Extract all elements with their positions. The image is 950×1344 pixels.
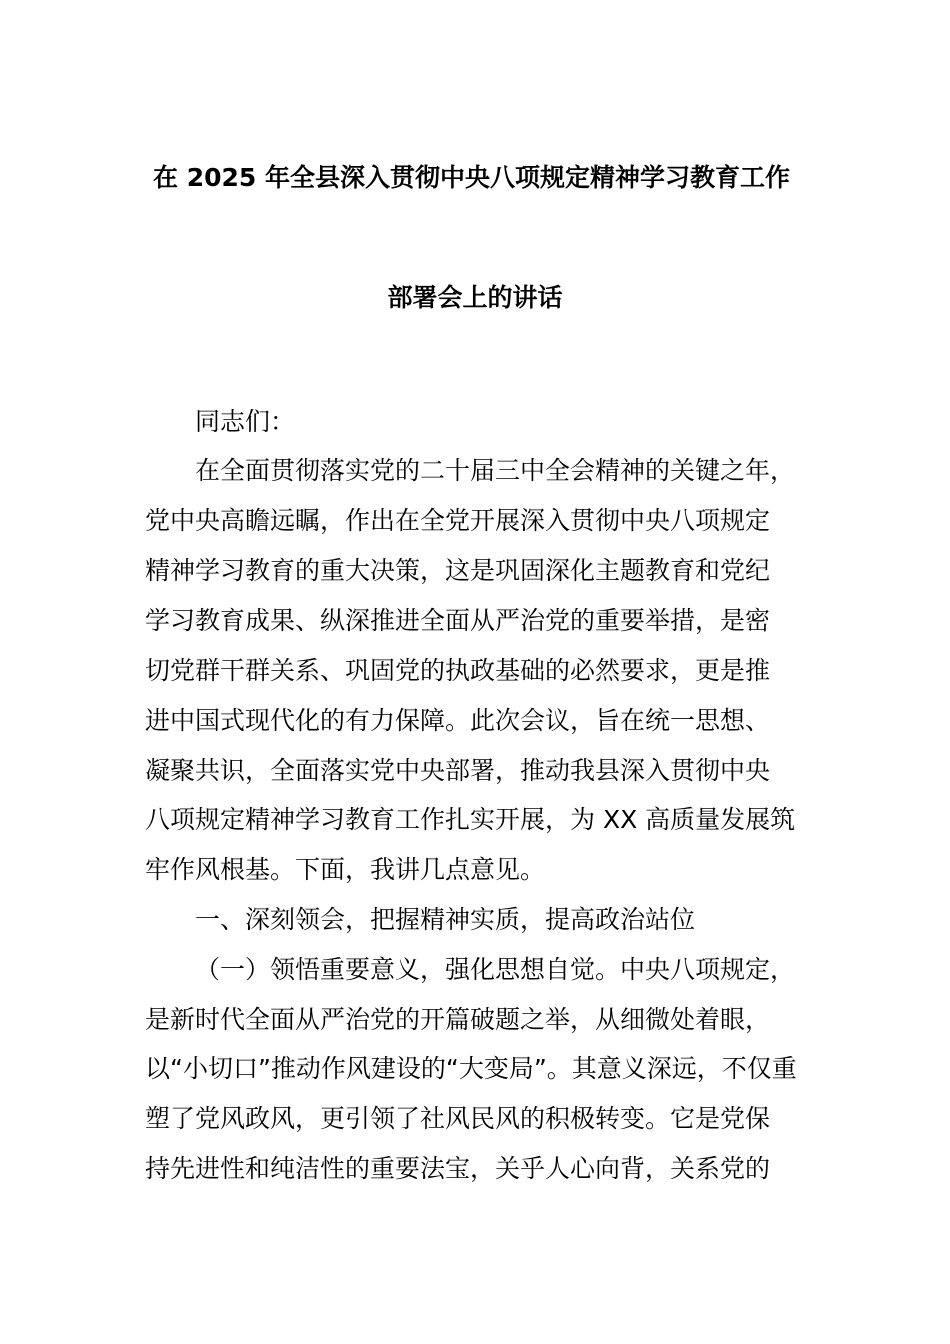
body-line: 牢作风根基。下面，我讲几点意见。 bbox=[145, 855, 546, 884]
body-line: 以“小切口”推动作风建设的“大变局”。其意义深远，不仅重 bbox=[145, 1054, 797, 1083]
document-title-line-2: 部署会上的讲话 bbox=[387, 283, 563, 312]
body-line: 精神学习教育的重大决策，这是巩固深化主题教育和党纪 bbox=[145, 556, 771, 585]
body-line: 是新时代全面从严治党的开篇破题之举，从细微处着眼， bbox=[145, 1005, 771, 1034]
body-line: 党中央高瞻远瞩，作出在全党开展深入贯彻中央八项规定 bbox=[145, 506, 771, 535]
body-line: 在全面贯彻落实党的二十届三中全会精神的关键之年， bbox=[195, 456, 796, 485]
body-line: 八项规定精神学习教育工作扎实开展，为 XX 高质量发展筑 bbox=[145, 805, 796, 834]
body-line: 持先进性和纯洁性的重要法宝，关乎人心向背，关系党的 bbox=[145, 1154, 771, 1183]
body-line: 进中国式现代化的有力保障。此次会议，旨在统一思想、 bbox=[145, 706, 771, 735]
body-line: 塑了党风政风，更引领了社风民风的积极转变。它是党保 bbox=[145, 1104, 771, 1133]
section-heading: 一、深刻领会，把握精神实质，提高政治站位 bbox=[195, 905, 696, 934]
body-line: 切党群干群关系、巩固党的执政基础的必然要求，更是推 bbox=[145, 656, 771, 685]
body-line: 凝聚共识，全面落实党中央部署，推动我县深入贯彻中央 bbox=[145, 756, 771, 785]
body-line: 学习教育成果、纵深推进全面从严治党的重要举措，是密 bbox=[145, 606, 771, 635]
document-title-line-1: 在 2025 年全县深入贯彻中央八项规定精神学习教育工作 bbox=[153, 163, 790, 192]
salutation: 同志们： bbox=[195, 407, 296, 436]
subsection-line: （一）领悟重要意义，强化思想自觉。中央八项规定， bbox=[195, 955, 796, 984]
